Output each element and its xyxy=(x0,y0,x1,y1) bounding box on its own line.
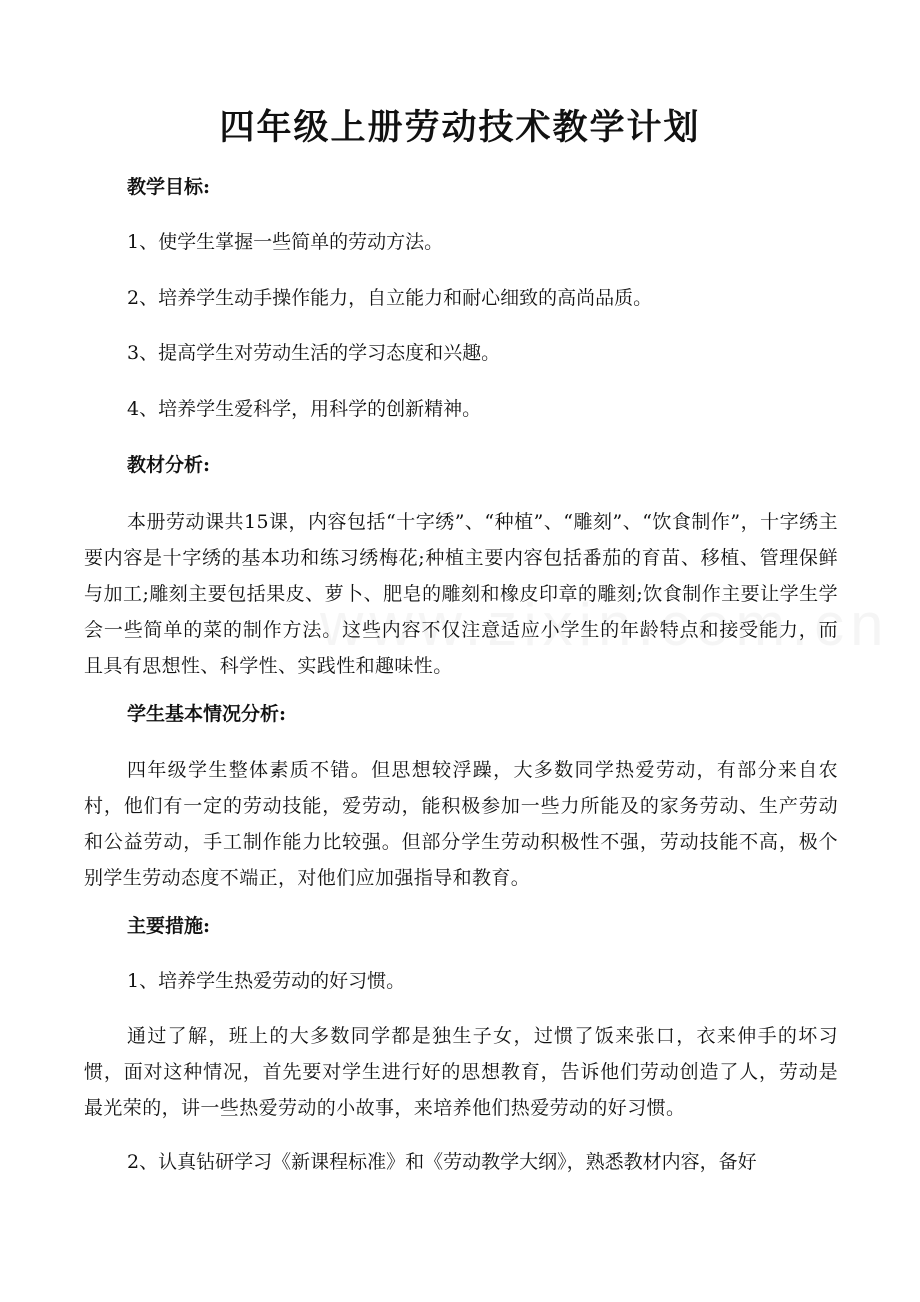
goal-item-2: 2、培养学生动手操作能力，自立能力和耐心细致的高尚品质。 xyxy=(127,287,653,309)
material-analysis-paragraph: 本册劳动课共15课，内容包括“十字绣”、“种植”、“雕刻”、“饮食制作”，十字绣主要内容是十字绣的基本功和练习绣梅花;种植主要内容包括番茄的育苗、移植、管理保鲜与加工;雕刻主要包括果皮、萝卜、肥皂的雕刻和橡皮印章的雕刻;饮食制作主要让学生学会一些简单的菜的制作方法。这些内容不仅注意适应小学生的年龄特点和接受能力，而且具有思想性、科学性、实践性和趣味性。 xyxy=(84,511,838,677)
student-analysis-paragraph: 四年级学生整体素质不错。但思想较浮躁，大多数同学热爱劳动，有部分来自农村，他们有一定的劳动技能，爱劳动，能积极参加一些力所能及的家务劳动、生产劳动和公益劳动，手工制作能力比较强。但部分学生劳动积极性不强，劳动技能不高，极个别学生劳动态度不端正，对他们应加强指导和教育。 xyxy=(84,759,838,889)
goal-item-3: 3、提高学生对劳动生活的学习态度和兴趣。 xyxy=(127,342,501,364)
heading-student-analysis: 学生基本情况分析: xyxy=(127,703,287,725)
heading-teaching-goals: 教学目标: xyxy=(127,176,211,198)
measure-item-1: 1、培养学生热爱劳动的好习惯。 xyxy=(127,970,406,992)
heading-main-measures: 主要措施: xyxy=(127,915,211,937)
heading-material-analysis: 教材分析: xyxy=(127,454,211,476)
goal-item-1: 1、使学生掌握一些简单的劳动方法。 xyxy=(127,231,444,253)
measure-item-2: 2、认真钻研学习《新课程标准》和《劳动教学大纲》，熟悉教材内容，备好 xyxy=(127,1151,757,1173)
watermark-text xyxy=(320,590,889,659)
measure-paragraph-1: 通过了解，班上的大多数同学都是独生子女，过惯了饭来张口，衣来伸手的坏习惯，面对这种情况，首先要对学生进行好的思想教育，告诉他们劳动创造了人，劳动是最光荣的，讲一些热爱劳动的小故事，来培养他们热爱劳动的好习惯。 xyxy=(84,1025,838,1119)
goal-item-4: 4、培养学生爱科学，用科学的创新精神。 xyxy=(127,398,482,420)
document-title: 四年级上册劳动技术教学计划 xyxy=(219,107,701,148)
